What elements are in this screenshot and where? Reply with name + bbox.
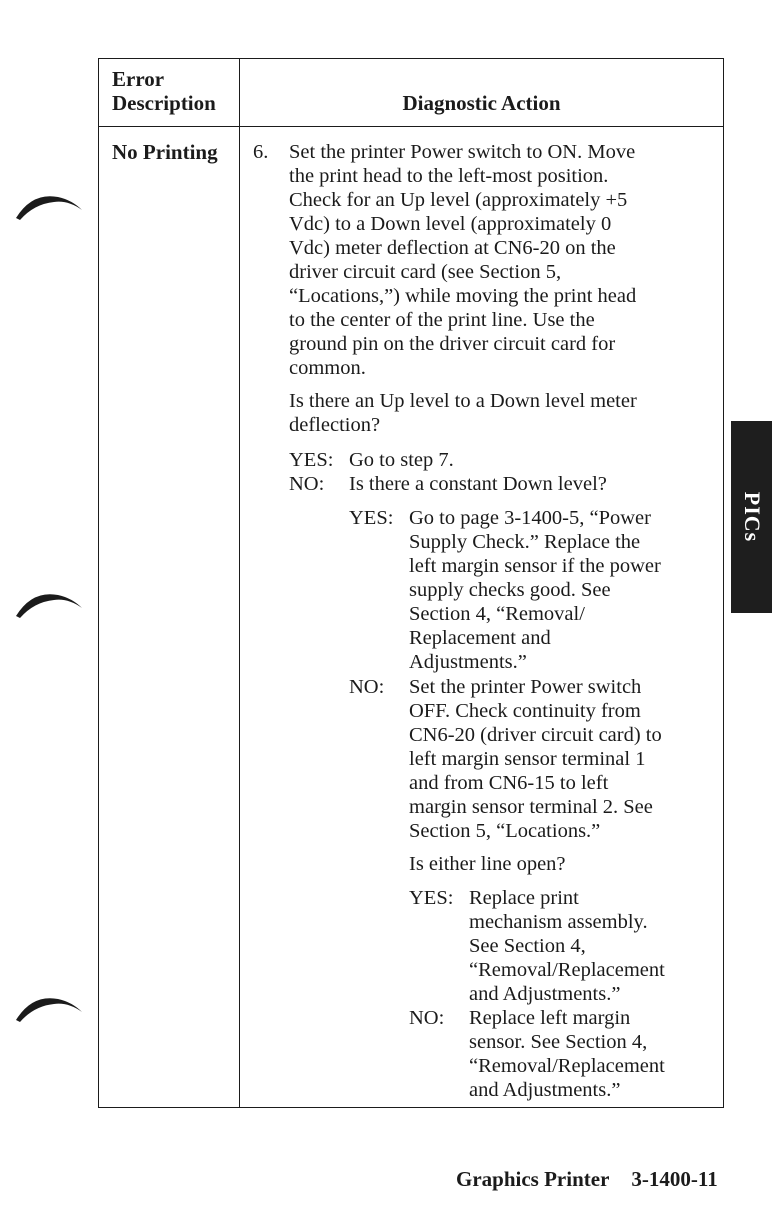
nested-no-text: Set the printer Power switch OFF. Check continuity from CN6-20 (driver circuit card) to left margin sensor terminal 1 and from CN6-15 to left margin sensor terminal 2. See Section 5, “Locations.” xyxy=(409,676,662,842)
nested-yes-label: YES: xyxy=(349,507,394,529)
question-meter-deflection: Is there an Up level to a Down level meter deflection? xyxy=(289,390,637,436)
deep-yes-text: Replace print mechanism assembly. See Section 4, “Removal/Replacement and Adjustments.” xyxy=(469,887,665,1005)
deep-yes-label: YES: xyxy=(409,887,454,909)
yes-text: Go to step 7. xyxy=(349,449,454,471)
section-tab xyxy=(731,421,772,613)
nested-no-label: NO: xyxy=(349,676,385,698)
yes-label: YES: xyxy=(289,449,334,471)
step-number: 6. xyxy=(253,141,269,163)
section-tab-label: PICs xyxy=(739,491,765,543)
header-divider xyxy=(99,126,723,127)
footer-page-number: 3-1400-11 xyxy=(631,1167,718,1191)
binder-hole-icon xyxy=(12,990,90,1030)
error-description-header: Error Description xyxy=(112,67,216,115)
footer-title: Graphics Printer xyxy=(456,1167,610,1191)
question-line-open: Is either line open? xyxy=(409,853,566,875)
page-footer xyxy=(456,1167,718,1191)
deep-no-text: Replace left margin sensor. See Section 4, “Removal/Replacement and Adjustments.” xyxy=(469,1007,665,1101)
column-divider xyxy=(239,59,240,1107)
no-text: Is there a constant Down level? xyxy=(349,473,607,495)
binder-hole-icon xyxy=(12,586,90,626)
diagnostic-table xyxy=(98,58,724,1108)
diagnostic-action-header: Diagnostic Action xyxy=(402,91,561,115)
binder-hole-icon xyxy=(12,188,90,228)
step-instructions: Set the printer Power switch to ON. Move the print head to the left-most position. Check for an Up level (approximately +5 Vdc) to a Down level (approximately 0 Vdc) meter deflection at CN6-20 on the driver circuit card (see Section 5, “Locations,”) while moving the print head to the center of the print line. Use the ground pin on the driver circuit card for common. xyxy=(289,141,637,379)
nested-yes-text: Go to page 3-1400-5, “Power Supply Check.” Replace the left margin sensor if the power supply checks good. See Section 4, “Removal/ Replacement and Adjustments.” xyxy=(409,507,661,673)
error-description-cell: No Printing xyxy=(112,140,218,164)
no-label: NO: xyxy=(289,473,325,495)
deep-no-label: NO: xyxy=(409,1007,445,1029)
